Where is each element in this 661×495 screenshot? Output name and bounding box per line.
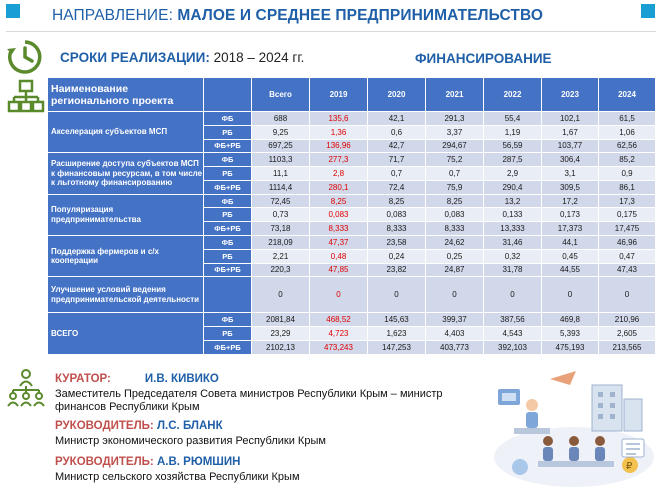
value-cell: 9,25 (252, 125, 310, 139)
value-cell: 145,63 (368, 313, 426, 327)
business-illustration (490, 365, 656, 491)
budget-source-cell: ФБ (204, 236, 252, 250)
value-cell: 72,4 (368, 180, 426, 194)
clock-icon (5, 37, 45, 77)
value-cell: 103,77 (542, 139, 599, 153)
value-cell: 1103,3 (252, 153, 310, 167)
value-cell: 8,25 (310, 194, 368, 208)
budget-source-cell: ФБ (204, 313, 252, 327)
project-name-cell: ВСЕГО (48, 313, 204, 355)
value-cell: 86,1 (599, 180, 656, 194)
value-cell: 73,18 (252, 222, 310, 236)
value-cell: 277,3 (310, 153, 368, 167)
value-cell: 17,373 (542, 222, 599, 236)
value-cell: 8,333 (368, 222, 426, 236)
value-cell: 17,2 (542, 194, 599, 208)
value-cell: 0,173 (542, 208, 599, 222)
budget-source-cell: РБ (204, 167, 252, 181)
value-cell: 306,4 (542, 153, 599, 167)
value-cell: 0,6 (368, 125, 426, 139)
value-cell: 136,96 (310, 139, 368, 153)
value-cell: 3,37 (426, 125, 484, 139)
value-cell: 8,25 (368, 194, 426, 208)
budget-source-cell (204, 277, 252, 313)
value-cell: 2,8 (310, 167, 368, 181)
value-cell: 220,3 (252, 263, 310, 277)
budget-source-cell: ФБ+РБ (204, 263, 252, 277)
table-row (48, 313, 656, 327)
value-cell: 0 (426, 277, 484, 313)
value-cell: 0 (599, 277, 656, 313)
value-cell: 0,45 (542, 249, 599, 263)
value-cell: 2,9 (484, 167, 542, 181)
value-cell: 469,8 (542, 313, 599, 327)
value-cell: 688 (252, 112, 310, 126)
budget-source-cell: ФБ (204, 194, 252, 208)
team-icon (6, 368, 46, 408)
value-cell: 0 (542, 277, 599, 313)
value-cell: 2102,13 (252, 340, 310, 354)
value-cell: 75,9 (426, 180, 484, 194)
value-cell: 75,2 (426, 153, 484, 167)
header-project-name: Наименование регионального проекта (48, 78, 204, 112)
value-cell: 0,7 (426, 167, 484, 181)
value-cell: 46,96 (599, 236, 656, 250)
value-cell: 71,7 (368, 153, 426, 167)
value-cell: 0,73 (252, 208, 310, 222)
value-cell: 23,29 (252, 327, 310, 341)
value-cell: 697,25 (252, 139, 310, 153)
svg-text:₽: ₽ (626, 461, 633, 472)
value-cell: 17,475 (599, 222, 656, 236)
value-cell: 3,1 (542, 167, 599, 181)
leader2-line: РУКОВОДИТЕЛЬ: А.В. РЮМШИН (55, 456, 241, 468)
value-cell: 13,333 (484, 222, 542, 236)
budget-source-cell: ФБ+РБ (204, 180, 252, 194)
implementation-period: СРОКИ РЕАЛИЗАЦИИ: 2018 – 2024 гг. (60, 50, 305, 65)
value-cell: 5,393 (542, 327, 599, 341)
value-cell: 0,24 (368, 249, 426, 263)
project-name-cell: Улучшение условий ведения предпринимательской деятельности (48, 277, 204, 313)
value-cell: 399,37 (426, 313, 484, 327)
value-cell: 4,403 (426, 327, 484, 341)
value-cell: 1114,4 (252, 180, 310, 194)
budget-source-cell: ФБ (204, 153, 252, 167)
value-cell: 0 (310, 277, 368, 313)
org-chart-icon (6, 78, 46, 118)
value-cell: 44,55 (542, 263, 599, 277)
project-name-cell: Поддержка фермеров и с/х кооперации (48, 236, 204, 277)
value-cell: 47,85 (310, 263, 368, 277)
funding-table (47, 77, 656, 355)
budget-source-cell: РБ (204, 208, 252, 222)
budget-source-cell: РБ (204, 249, 252, 263)
value-cell: 17,3 (599, 194, 656, 208)
value-cell: 287,5 (484, 153, 542, 167)
value-cell: 4,723 (310, 327, 368, 341)
table-row (48, 236, 656, 250)
value-cell: 0 (252, 277, 310, 313)
value-cell: 475,193 (542, 340, 599, 354)
leader1-description: Министр экономического развития Республики Крым (55, 435, 326, 447)
value-cell: 47,43 (599, 263, 656, 277)
value-cell: 23,58 (368, 236, 426, 250)
budget-source-cell: ФБ+РБ (204, 139, 252, 153)
value-cell: 290,4 (484, 180, 542, 194)
header-year-2021: 2021 (426, 78, 484, 112)
value-cell: 24,62 (426, 236, 484, 250)
funding-title: ФИНАНСИРОВАНИЕ (415, 51, 552, 66)
curator-description: Заместитель Председателя Совета министров Республики Крым – министр финансов Республики Крым (55, 388, 443, 413)
value-cell: 85,2 (599, 153, 656, 167)
project-name-cell: Популяризация предпринимательства (48, 194, 204, 235)
header-year-2019: 2019 (310, 78, 368, 112)
corner-accent-right (641, 4, 655, 18)
value-cell: 31,46 (484, 236, 542, 250)
value-cell: 11,1 (252, 167, 310, 181)
value-cell: 8,25 (426, 194, 484, 208)
value-cell: 309,5 (542, 180, 599, 194)
header-year-2022: 2022 (484, 78, 542, 112)
value-cell: 147,253 (368, 340, 426, 354)
value-cell: 1,623 (368, 327, 426, 341)
value-cell: 42,7 (368, 139, 426, 153)
value-cell: 280,1 (310, 180, 368, 194)
value-cell: 291,3 (426, 112, 484, 126)
value-cell: 102,1 (542, 112, 599, 126)
value-cell: 0,083 (310, 208, 368, 222)
value-cell: 403,773 (426, 340, 484, 354)
value-cell: 13,2 (484, 194, 542, 208)
value-cell: 47,37 (310, 236, 368, 250)
project-name-cell: Расширение доступа субъектов МСП к финансовым ресурсам, в том числе к льготному финансированию (48, 153, 204, 194)
value-cell: 0,25 (426, 249, 484, 263)
value-cell: 8,333 (426, 222, 484, 236)
header-year-2023: 2023 (542, 78, 599, 112)
value-cell: 0,47 (599, 249, 656, 263)
value-cell: 0,9 (599, 167, 656, 181)
header-year-2020: 2020 (368, 78, 426, 112)
value-cell: 1,06 (599, 125, 656, 139)
value-cell: 55,4 (484, 112, 542, 126)
table-row (48, 194, 656, 208)
value-cell: 0,133 (484, 208, 542, 222)
table-row (48, 112, 656, 126)
header-year-2024: 2024 (599, 78, 656, 112)
value-cell: 473,243 (310, 340, 368, 354)
value-cell: 468,52 (310, 313, 368, 327)
page-title: НАПРАВЛЕНИЕ: МАЛОЕ И СРЕДНЕЕ ПРЕДПРИНИМАТЕЛЬСТВО (52, 7, 544, 24)
value-cell: 8,333 (310, 222, 368, 236)
value-cell: 0 (484, 277, 542, 313)
value-cell: 44,1 (542, 236, 599, 250)
value-cell: 135,6 (310, 112, 368, 126)
value-cell: 210,96 (599, 313, 656, 327)
value-cell: 392,103 (484, 340, 542, 354)
value-cell: 62,56 (599, 139, 656, 153)
value-cell: 2,21 (252, 249, 310, 263)
header-total: Всего (252, 78, 310, 112)
value-cell: 72,45 (252, 194, 310, 208)
budget-source-cell: ФБ+РБ (204, 222, 252, 236)
value-cell: 24,87 (426, 263, 484, 277)
value-cell: 0,083 (426, 208, 484, 222)
value-cell: 0,7 (368, 167, 426, 181)
funding-table-body (48, 112, 656, 355)
project-name-cell: Акселерация субъектов МСП (48, 112, 204, 153)
table-row (48, 153, 656, 167)
value-cell: 0,083 (368, 208, 426, 222)
value-cell: 4,543 (484, 327, 542, 341)
header-source-column (204, 78, 252, 112)
value-cell: 387,56 (484, 313, 542, 327)
value-cell: 294,67 (426, 139, 484, 153)
budget-source-cell: РБ (204, 125, 252, 139)
curator-line: КУРАТОР: И.В. КИВИКО (55, 373, 219, 385)
value-cell: 0,175 (599, 208, 656, 222)
value-cell: 2081,84 (252, 313, 310, 327)
value-cell: 1,36 (310, 125, 368, 139)
value-cell: 56,59 (484, 139, 542, 153)
value-cell: 2,605 (599, 327, 656, 341)
value-cell: 0,32 (484, 249, 542, 263)
value-cell: 42,1 (368, 112, 426, 126)
value-cell: 31,78 (484, 263, 542, 277)
value-cell: 1,67 (542, 125, 599, 139)
value-cell: 23,82 (368, 263, 426, 277)
leader2-description: Министр сельского хозяйства Республики Крым (55, 471, 300, 483)
value-cell: 1,19 (484, 125, 542, 139)
leader1-line: РУКОВОДИТЕЛЬ: Л.С. БЛАНК (55, 420, 223, 432)
value-cell: 213,565 (599, 340, 656, 354)
value-cell: 0,48 (310, 249, 368, 263)
value-cell: 61,5 (599, 112, 656, 126)
budget-source-cell: ФБ (204, 112, 252, 126)
table-row (48, 277, 656, 313)
budget-source-cell: РБ (204, 327, 252, 341)
budget-source-cell: ФБ+РБ (204, 340, 252, 354)
value-cell: 0 (368, 277, 426, 313)
value-cell: 218,09 (252, 236, 310, 250)
